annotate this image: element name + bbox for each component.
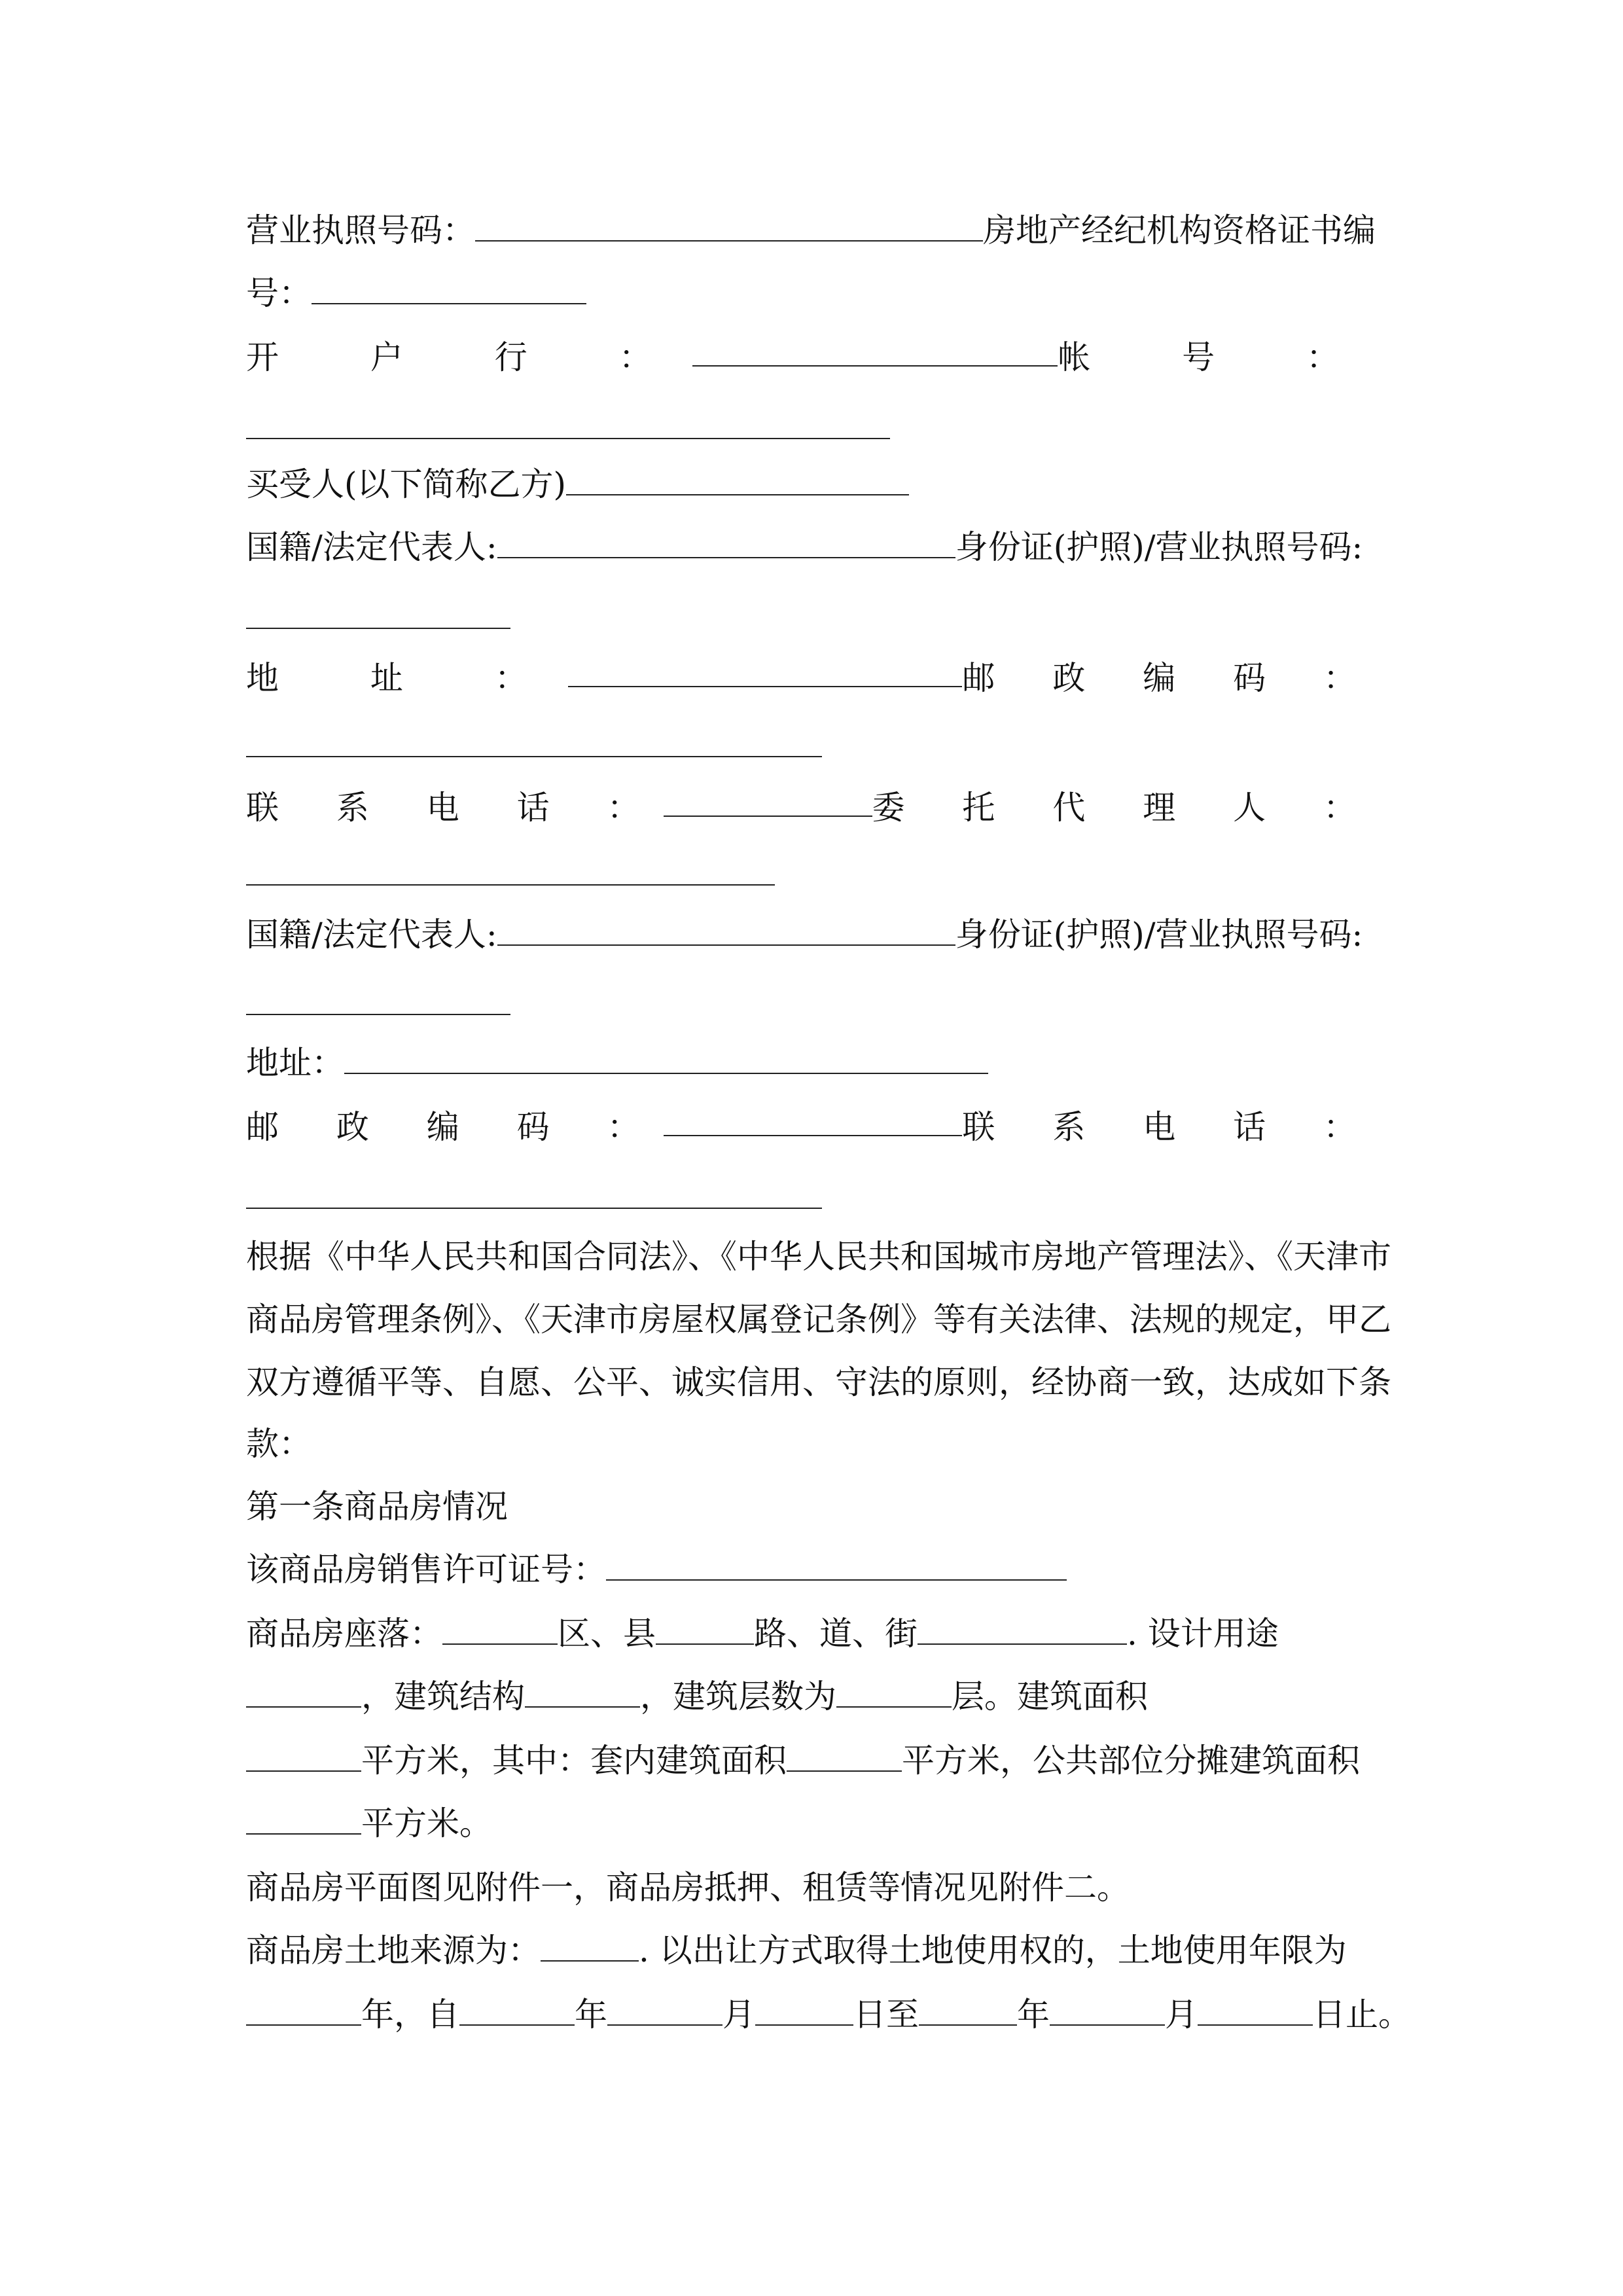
end-year-label: 年 — [1017, 1996, 1050, 2034]
postcode-label-1: 邮 政 编 码 ： — [962, 659, 1380, 697]
bank-field[interactable] — [692, 325, 1058, 367]
areas-end-label: 平方米。 — [361, 1804, 492, 1842]
phone-label-2: 联 系 电 话 ： — [962, 1108, 1380, 1146]
agent-label: 委 托 代 理 人 ： — [872, 789, 1380, 827]
postcode-label-2: 邮 政 编 码 ： — [246, 1108, 664, 1146]
id-field-2[interactable] — [246, 973, 510, 1015]
shared-area-label: 平方米，公共部位分摊建筑面积 — [902, 1742, 1360, 1780]
address-field-2[interactable] — [344, 1032, 988, 1074]
structure-label: ，建筑结构 — [361, 1677, 525, 1715]
preamble-line — [246, 1411, 312, 1477]
areas-end-line — [246, 1791, 492, 1856]
cert-line — [246, 260, 586, 326]
attachments-text: 商品房平面图见附件一，商品房抵押、租赁等情况见附件二。 — [246, 1869, 1130, 1907]
street-field[interactable] — [918, 1603, 1127, 1645]
end-year-field[interactable] — [919, 1984, 1017, 2026]
article-title: 第一条商品房情况 — [246, 1488, 508, 1526]
account-label: 帐 号 ： — [1058, 338, 1380, 376]
preamble-text: 款： — [246, 1425, 312, 1463]
bank-label: 开 户 行 ： — [246, 338, 692, 376]
phone-field-1[interactable] — [664, 775, 872, 817]
start-day-label: 日至 — [853, 1996, 919, 2034]
account-line — [246, 395, 890, 461]
id-line-2 — [246, 971, 510, 1037]
shared-area-field[interactable] — [246, 1793, 361, 1835]
nationality-line-2 — [246, 902, 1363, 967]
land-line — [246, 1918, 1347, 1983]
district-label: 区、县 — [558, 1615, 656, 1653]
agent-line — [246, 842, 775, 907]
nationality-label-1: 国籍/法定代表人: — [246, 528, 497, 566]
term-line — [246, 1982, 1411, 2047]
attachments-line — [246, 1855, 1130, 1920]
preamble-text: 商品房管理条例》、《天津市房屋权属登记条例》等有关法律、法规的规定，甲乙 — [246, 1300, 1391, 1338]
nationality-field-1[interactable] — [497, 516, 955, 558]
preamble-line — [246, 1287, 1391, 1352]
end-month-label: 月 — [1165, 1996, 1198, 2034]
license-label: 营业执照号码： — [246, 211, 475, 249]
buyer-line — [246, 452, 909, 517]
nationality-label-2: 国籍/法定代表人: — [246, 916, 497, 954]
cert-label: 房地产经纪机构资格证书编 — [983, 211, 1376, 249]
cert-label-cont: 号： — [246, 274, 312, 312]
account-field[interactable] — [246, 397, 890, 439]
address-label-2: 地址： — [246, 1044, 344, 1082]
preamble-line — [246, 1224, 1391, 1289]
end-day-field[interactable] — [1198, 1984, 1313, 2026]
bank-line — [246, 325, 1380, 390]
areas-line — [246, 1728, 1360, 1793]
id-label-1: 身份证(护照)/营业执照号码: — [955, 528, 1363, 566]
preamble-text: 根据《中华人民共和国合同法》、《中华人民共和国城市房地产管理法》、《天津市 — [246, 1238, 1391, 1276]
address-line — [246, 645, 1380, 711]
term-year-label: 年，自 — [361, 1996, 459, 2034]
start-day-field[interactable] — [755, 1984, 853, 2026]
design-use-field[interactable] — [246, 1666, 361, 1708]
land-source-field[interactable] — [541, 1920, 639, 1962]
floors-label: ，建筑层数为 — [640, 1677, 836, 1715]
district-field[interactable] — [442, 1603, 558, 1645]
structure-line — [246, 1664, 1148, 1729]
location-line — [246, 1601, 1279, 1666]
id-label-2: 身份证(护照)/营业执照号码: — [955, 916, 1363, 954]
land-term-label: . 以出让方式取得土地使用权的，土地使用年限为 — [639, 1931, 1347, 1969]
address-field[interactable] — [568, 645, 963, 687]
permit-label: 该商品房销售许可证号： — [246, 1551, 606, 1588]
start-year-field[interactable] — [459, 1984, 575, 2026]
preamble-text: 双方遵循平等、自愿、公平、诚实信用、守法的原则，经协商一致，达成如下条 — [246, 1363, 1391, 1401]
buyer-label: 买受人(以下简称乙方) — [246, 465, 567, 503]
land-source-label: 商品房土地来源为： — [246, 1931, 541, 1969]
license-line — [246, 198, 1376, 263]
buyer-field[interactable] — [566, 454, 909, 495]
end-month-field[interactable] — [1050, 1984, 1165, 2026]
inner-area-label: 平方米，其中：套内建筑面积 — [361, 1742, 787, 1780]
postcode-field-2[interactable] — [664, 1094, 963, 1136]
start-month-field[interactable] — [607, 1984, 722, 2026]
start-month-label: 月 — [722, 1996, 755, 2034]
start-year-label: 年 — [575, 1996, 607, 2034]
design-use-label: . 设计用途 — [1127, 1615, 1279, 1653]
preamble-line — [246, 1350, 1391, 1415]
postcode-line-2 — [246, 1094, 1380, 1160]
id-field-1[interactable] — [246, 587, 510, 629]
location-prefix: 商品房座落： — [246, 1615, 442, 1653]
id-line-1 — [246, 585, 510, 651]
inner-area-field[interactable] — [787, 1730, 902, 1772]
term-years-field[interactable] — [246, 1984, 361, 2026]
area-field[interactable] — [246, 1730, 361, 1772]
article1-title — [246, 1474, 508, 1539]
agent-field[interactable] — [246, 844, 775, 886]
license-number-field[interactable] — [475, 200, 983, 242]
cert-number-field[interactable] — [312, 262, 586, 304]
postcode-field-1[interactable] — [246, 715, 822, 757]
phone-line-2 — [246, 1165, 822, 1230]
end-day-label: 日止。 — [1313, 1996, 1411, 2034]
address-line-2 — [246, 1030, 988, 1096]
road-label: 路、道、街 — [754, 1615, 918, 1653]
floors-field[interactable] — [836, 1666, 952, 1708]
structure-field[interactable] — [525, 1666, 640, 1708]
permit-field[interactable] — [606, 1539, 1067, 1581]
phone-label-1: 联 系 电 话 ： — [246, 789, 664, 827]
nationality-field-2[interactable] — [497, 904, 955, 946]
phone-field-2[interactable] — [246, 1167, 822, 1209]
phone-line-1 — [246, 775, 1380, 840]
postcode-line-1 — [246, 713, 822, 779]
road-field[interactable] — [656, 1603, 754, 1645]
address-label: 地 址 ： — [246, 659, 568, 697]
nationality-line-1 — [246, 514, 1363, 580]
permit-line — [246, 1537, 1067, 1602]
area-label: 层。建筑面积 — [952, 1677, 1148, 1715]
